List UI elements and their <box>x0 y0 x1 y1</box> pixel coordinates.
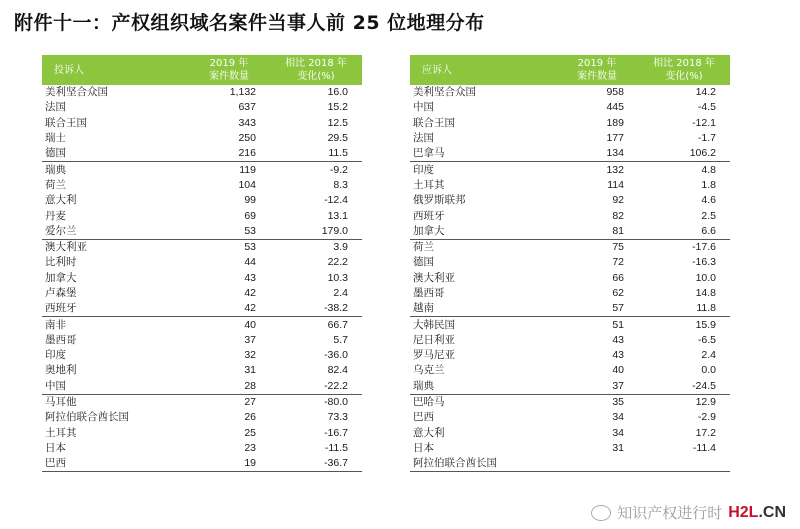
country-cell: 俄罗斯联邦 <box>413 194 466 207</box>
country-cell: 奥地利 <box>45 364 77 377</box>
table-row <box>410 193 730 208</box>
change-percent-cell: 12.5 <box>327 116 348 129</box>
table-row <box>42 178 362 193</box>
change-percent-cell: 5.7 <box>333 333 348 346</box>
change-percent-cell: 106.2 <box>689 147 716 160</box>
table-row <box>410 333 730 348</box>
case-count-cell: 40 <box>612 364 624 377</box>
country-cell: 法国 <box>413 132 434 145</box>
change-percent-cell: -12.4 <box>324 194 348 207</box>
table-row <box>42 394 362 410</box>
table-row <box>42 379 362 395</box>
table-row <box>410 178 730 193</box>
case-count-cell: 43 <box>244 271 256 284</box>
case-count-cell: 92 <box>612 194 624 207</box>
change-percent-cell: 15.2 <box>327 101 348 114</box>
change-percent-cell: -6.5 <box>697 333 716 346</box>
column-header-respondent: 应诉人 <box>410 55 556 85</box>
change-percent-cell: -36.7 <box>270 456 362 472</box>
case-count-cell: 75 <box>556 239 638 255</box>
country-cell: 法国 <box>45 101 66 114</box>
case-count-cell: 23 <box>244 441 256 454</box>
watermark <box>591 502 786 523</box>
case-count-cell: 34 <box>612 426 624 439</box>
case-count-cell: 53 <box>244 224 256 237</box>
change-percent-cell: 2.4 <box>701 349 716 362</box>
country-cell: 西班牙 <box>413 209 445 222</box>
table-row <box>410 239 730 255</box>
case-count-cell: 958 <box>606 86 624 99</box>
table-row <box>410 146 730 162</box>
country-cell: 墨西哥 <box>45 333 77 346</box>
table-row <box>410 208 730 223</box>
case-count-cell: 99 <box>244 194 256 207</box>
complainant-table <box>42 55 362 472</box>
case-count-cell: 69 <box>244 209 256 222</box>
case-count-cell: 72 <box>612 256 624 269</box>
table-row <box>410 286 730 301</box>
change-percent-cell: 4.8 <box>638 162 730 178</box>
country-cell: 美利坚合众国 <box>413 86 476 99</box>
case-count-cell: 53 <box>188 239 270 255</box>
table-row <box>42 208 362 223</box>
table-row <box>42 301 362 317</box>
change-percent-cell: 10.0 <box>695 271 716 284</box>
change-percent-cell: -9.2 <box>270 162 362 178</box>
country-cell: 阿拉伯联合酋长国 <box>410 456 556 472</box>
change-percent-cell: 66.7 <box>270 317 362 333</box>
change-percent-cell: 73.3 <box>327 411 348 424</box>
table-row <box>42 333 362 348</box>
country-cell: 中国 <box>45 379 66 392</box>
table-row <box>42 193 362 208</box>
case-count-cell: 32 <box>244 349 256 362</box>
watermark-text: 知识产权进行时 <box>617 504 723 522</box>
table-header <box>410 55 730 85</box>
column-header-cases: 2019 年 案件数量 <box>188 55 270 85</box>
country-cell: 澳大利亚 <box>413 271 455 284</box>
case-count-cell: 26 <box>244 411 256 424</box>
country-cell: 美利坚合众国 <box>45 86 108 99</box>
case-count-cell: 343 <box>238 116 256 129</box>
change-percent-cell: -38.2 <box>324 302 348 315</box>
country-cell: 巴西 <box>42 456 188 472</box>
country-cell: 意大利 <box>45 194 77 207</box>
country-cell: 日本 <box>413 441 434 454</box>
case-count-cell: 43 <box>612 349 624 362</box>
country-cell: 澳大利亚 <box>42 239 188 255</box>
change-percent-cell: -11.5 <box>324 441 348 454</box>
table-row <box>410 162 730 178</box>
table-row <box>42 146 362 162</box>
country-cell: 巴哈马 <box>410 394 556 410</box>
table-row <box>410 100 730 115</box>
table-row <box>42 255 362 270</box>
country-cell: 土耳其 <box>45 426 77 439</box>
table-row <box>410 456 730 472</box>
change-percent-cell: 3.9 <box>270 239 362 255</box>
brand-logo: H2L.CN <box>728 503 786 521</box>
table-row <box>42 286 362 301</box>
change-percent-cell: 82.4 <box>327 364 348 377</box>
table-row <box>410 131 730 146</box>
table-header <box>42 55 362 85</box>
table-row <box>42 116 362 131</box>
case-count-cell: 119 <box>188 162 270 178</box>
case-count-cell: 250 <box>238 132 256 145</box>
country-cell: 日本 <box>45 441 66 454</box>
case-count-cell: 42 <box>244 302 256 315</box>
case-count-cell: 31 <box>612 441 624 454</box>
change-percent-cell: 14.8 <box>695 287 716 299</box>
change-percent-cell: 2.5 <box>701 209 716 222</box>
change-percent-cell: 12.9 <box>638 394 730 410</box>
country-cell: 瑞士 <box>45 132 66 145</box>
country-cell: 联合王国 <box>413 116 455 129</box>
change-percent-cell: 10.3 <box>327 271 348 284</box>
table-row <box>410 348 730 363</box>
country-cell: 荷兰 <box>45 178 66 191</box>
table-row <box>410 379 730 395</box>
respondent-table <box>410 55 730 472</box>
case-count-cell: 31 <box>244 364 256 377</box>
case-count-cell: 104 <box>238 178 256 191</box>
country-cell: 卢森堡 <box>45 287 77 299</box>
change-percent-cell: -12.1 <box>692 116 716 129</box>
case-count-cell: 28 <box>244 379 256 392</box>
case-count-cell: 37 <box>244 333 256 346</box>
change-percent-cell: 29.5 <box>327 132 348 145</box>
case-count-cell: 81 <box>612 224 624 237</box>
case-count-cell: 62 <box>612 287 624 299</box>
change-percent-cell: 2.4 <box>333 287 348 299</box>
country-cell: 大韩民国 <box>410 317 556 333</box>
country-cell: 乌克兰 <box>413 364 445 377</box>
table-row <box>410 317 730 333</box>
case-count-cell: 132 <box>556 162 638 178</box>
change-percent-cell: 8.3 <box>333 178 348 191</box>
country-cell: 土耳其 <box>413 178 445 191</box>
case-count-cell: 37 <box>612 379 624 392</box>
table-row <box>42 100 362 115</box>
case-count-cell: 35 <box>556 394 638 410</box>
table-row <box>42 410 362 425</box>
country-cell: 越南 <box>413 302 434 315</box>
country-cell: 德国 <box>45 147 66 160</box>
country-cell: 加拿大 <box>413 224 445 237</box>
country-cell: 荷兰 <box>410 239 556 255</box>
table-row <box>42 239 362 255</box>
table-row <box>42 85 362 100</box>
table-row <box>410 85 730 100</box>
table-row <box>410 441 730 456</box>
change-percent-cell: 4.6 <box>701 194 716 207</box>
change-percent-cell: 11.5 <box>328 147 348 160</box>
country-cell: 尼日利亚 <box>413 333 455 346</box>
change-percent-cell: -22.2 <box>324 379 348 392</box>
case-count-cell: 57 <box>612 302 624 315</box>
case-count-cell: 66 <box>612 271 624 284</box>
country-cell: 巴拿马 <box>413 147 445 160</box>
country-cell: 比利时 <box>45 256 77 269</box>
country-cell: 丹麦 <box>45 209 66 222</box>
country-cell: 阿拉伯联合酋长国 <box>45 411 129 424</box>
table-row <box>410 426 730 441</box>
change-percent-cell: -16.3 <box>692 256 716 269</box>
table-row <box>42 426 362 441</box>
change-percent-cell: 22.2 <box>327 256 348 269</box>
case-count-cell: 82 <box>612 209 624 222</box>
change-percent-cell: -11.4 <box>692 441 716 454</box>
table-row <box>42 317 362 333</box>
country-cell: 墨西哥 <box>413 287 445 299</box>
country-cell: 意大利 <box>413 426 445 439</box>
change-percent-cell: -36.0 <box>324 349 348 362</box>
change-percent-cell: -1.7 <box>697 132 716 145</box>
case-count-cell: 27 <box>188 394 270 410</box>
change-percent-cell: 17.2 <box>695 426 716 439</box>
table-row <box>410 410 730 425</box>
case-count-cell: 637 <box>238 101 256 114</box>
change-percent-cell: 6.6 <box>701 224 716 237</box>
case-count-cell: 216 <box>238 147 256 160</box>
case-count-cell: 177 <box>606 132 624 145</box>
case-count-cell: 44 <box>244 256 256 269</box>
case-count-cell <box>556 456 638 472</box>
case-count-cell: 25 <box>244 426 256 439</box>
change-percent-cell: -17.6 <box>638 239 730 255</box>
table-row <box>42 348 362 363</box>
case-count-cell: 445 <box>606 101 624 114</box>
case-count-cell: 189 <box>606 116 624 129</box>
country-cell: 加拿大 <box>45 271 77 284</box>
change-percent-cell: -80.0 <box>270 394 362 410</box>
table-row <box>42 271 362 286</box>
country-cell: 印度 <box>45 349 66 362</box>
table-row <box>42 456 362 472</box>
case-count-cell: 134 <box>606 147 624 160</box>
table-row <box>42 131 362 146</box>
case-count-cell: 1,132 <box>229 86 256 99</box>
table-row <box>410 363 730 378</box>
change-percent-cell: -4.5 <box>697 101 716 114</box>
column-header-change: 相比 2018 年 变化(%) <box>638 55 730 85</box>
country-cell: 瑞典 <box>413 379 434 392</box>
country-cell: 瑞典 <box>42 162 188 178</box>
case-count-cell: 42 <box>244 287 256 299</box>
case-count-cell: 40 <box>188 317 270 333</box>
country-cell: 西班牙 <box>45 302 77 315</box>
table-row <box>42 162 362 178</box>
country-cell: 德国 <box>413 256 434 269</box>
change-percent-cell: -2.9 <box>697 411 716 424</box>
column-header-complainant: 投诉人 <box>42 55 188 85</box>
table-row <box>42 441 362 456</box>
country-cell: 印度 <box>410 162 556 178</box>
wechat-icon <box>591 505 611 521</box>
change-percent-cell: 1.8 <box>701 178 716 191</box>
table-row <box>42 224 362 240</box>
column-header-change: 相比 2018 年 变化(%) <box>270 55 362 85</box>
country-cell: 联合王国 <box>45 116 87 129</box>
country-cell: 南非 <box>42 317 188 333</box>
country-cell: 罗马尼亚 <box>413 349 455 362</box>
change-percent-cell: 13.1 <box>327 209 348 222</box>
change-percent-cell: 15.9 <box>638 317 730 333</box>
case-count-cell: 51 <box>556 317 638 333</box>
change-percent-cell: 0.0 <box>701 364 716 377</box>
change-percent-cell: 11.8 <box>696 302 716 315</box>
country-cell: 爱尔兰 <box>45 224 77 237</box>
country-cell: 中国 <box>413 101 434 114</box>
change-percent-cell: -24.5 <box>692 379 716 392</box>
change-percent-cell <box>638 456 730 472</box>
change-percent-cell: -16.7 <box>324 426 348 439</box>
table-row <box>410 301 730 317</box>
case-count-cell: 34 <box>612 411 624 424</box>
column-header-cases: 2019 年 案件数量 <box>556 55 638 85</box>
page-title: 附件十一：产权组织域名案件当事人前 25 位地理分布 <box>14 12 485 34</box>
case-count-cell: 43 <box>612 333 624 346</box>
table-row <box>42 363 362 378</box>
case-count-cell: 114 <box>607 178 624 191</box>
table-row <box>410 224 730 240</box>
table-row <box>410 394 730 410</box>
change-percent-cell: 16.0 <box>327 86 348 99</box>
table-row <box>410 116 730 131</box>
table-row <box>410 255 730 270</box>
table-row <box>410 271 730 286</box>
country-cell: 巴西 <box>413 411 434 424</box>
case-count-cell: 19 <box>188 456 270 472</box>
change-percent-cell: 14.2 <box>695 86 716 99</box>
country-cell: 马耳他 <box>42 394 188 410</box>
change-percent-cell: 179.0 <box>321 224 348 237</box>
